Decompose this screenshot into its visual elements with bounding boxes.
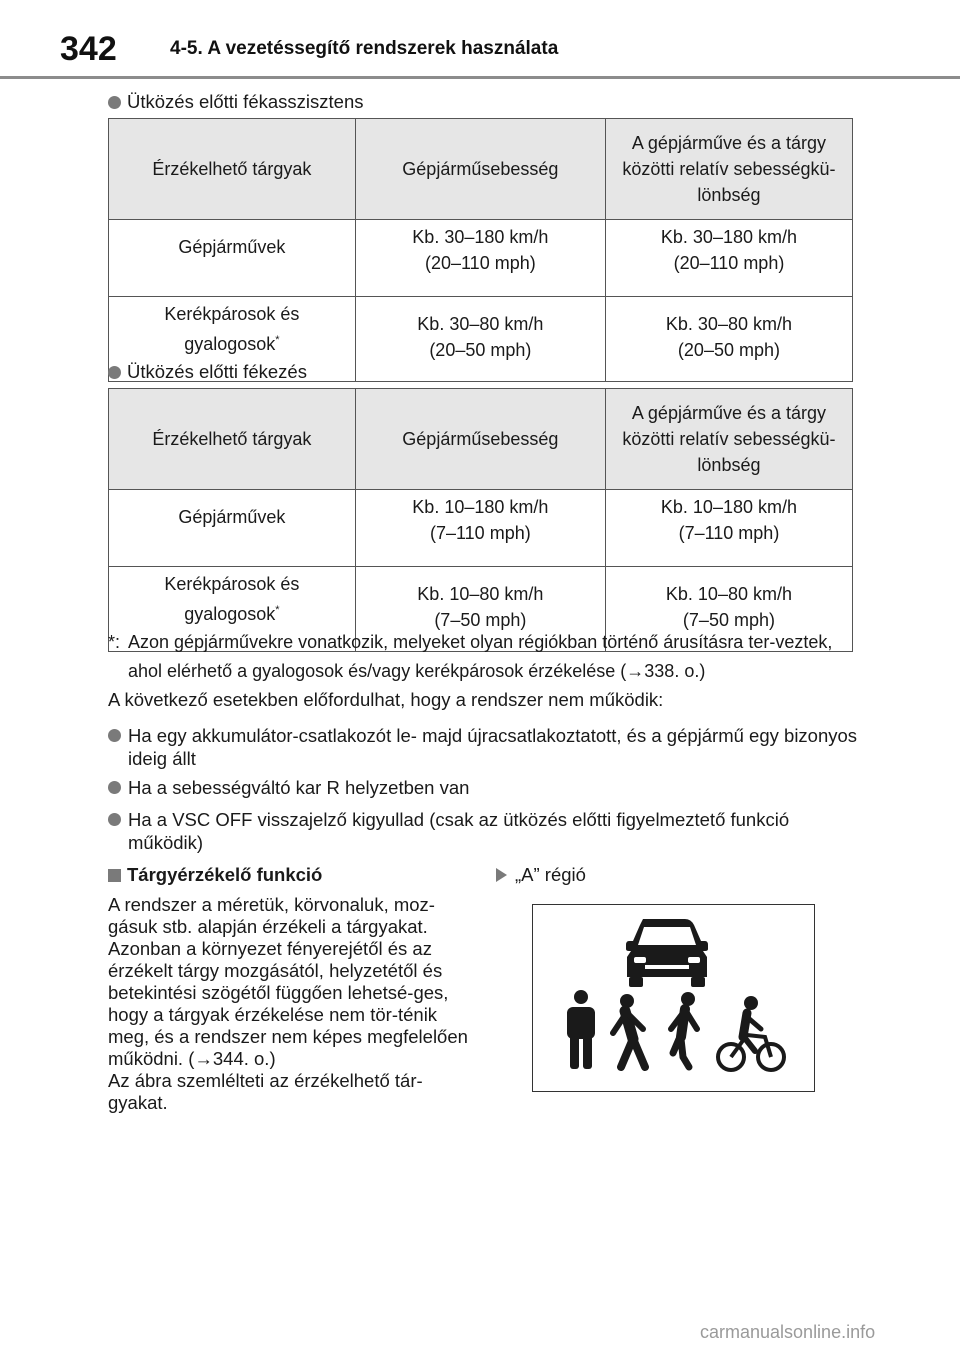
section-heading-text: Ütközés előtti fékezés: [127, 361, 307, 382]
cell-object: Gépjárművek: [109, 490, 356, 567]
page-header: [0, 0, 960, 78]
cell-relative-mph: (7–110 mph): [678, 523, 780, 543]
header-cell-objects: Érzékelhető tárgyak: [109, 119, 356, 220]
watermark: carmanualsonline.info: [700, 1322, 876, 1342]
subsection-body: [108, 894, 468, 1114]
header-cell-vehicle-speed: Gépjárműsebesség: [355, 389, 605, 490]
footnote-mark: *: [275, 604, 280, 616]
bullet-icon: [108, 813, 121, 826]
subsection-title-text: Tárgyérzékelő funkció: [127, 864, 323, 885]
section-heading-text: Ütközés előtti fékasszisztens: [127, 91, 364, 112]
cell-speed-kmh: Kb. 10–180 km/h: [412, 497, 549, 517]
list-item: [108, 724, 858, 770]
chapter-title: 4-5. A vezetéssegítő rendszerek használata: [170, 38, 559, 59]
conditions-intro: A következő esetekben előfordulhat, hogy a rendszer nem működik:: [108, 689, 664, 710]
header-cell-objects: Érzékelhető tárgyak: [109, 389, 356, 490]
cell-object-line1: Kerékpárosok és: [164, 304, 300, 324]
square-bullet-icon: [108, 869, 121, 882]
cell-object: Gépjárművek: [109, 220, 356, 297]
list-item-text: Ha egy akkumulátor-csatlakozót le- majd újracsatlakoztatott, és a gépjármű egy bizonyos ideig állt: [128, 725, 858, 769]
body-paragraph: A rendszer a méretük, körvonaluk, moz-gásuk stb. alapján érzékeli a tárgyakat. Azonban a környezet fényerejétől és az érzékelt tárgy mozgásától, helyzetétől és betekintési szögétől függően lehetsé-ges, hogy a tárgyak érzékelése nem tör-ténik meg, és a rendszer nem képes megfelelően működni. (→344. o.): [108, 894, 468, 1069]
cell-relative: [605, 220, 852, 297]
list-item-text: Ha a VSC OFF visszajelző kigyullad (csak az ütközés előtti figyelmeztető funkció működik): [128, 809, 790, 853]
cyclist-icon: [718, 996, 784, 1070]
table-header-row: [109, 389, 853, 490]
footnote-mark: *:: [108, 632, 121, 652]
cell-speed: [355, 490, 605, 567]
cell-object-line1: Kerékpárosok és: [164, 574, 300, 594]
cell-speed-kmh: Kb. 30–180 km/h: [412, 227, 549, 247]
cell-object-text: gyalogosok: [184, 604, 276, 624]
section-heading-brake-assist: [108, 91, 363, 113]
figure-caption-text: „A” régió: [515, 864, 586, 885]
cell-object-line2: [113, 327, 351, 357]
body-paragraph: Az ábra szemlélteti az érzékelhető tár-gyakat.: [108, 1070, 423, 1113]
bullet-icon: [108, 96, 121, 109]
cell-relative-kmh: Kb. 30–80 km/h: [665, 314, 792, 334]
cell-speed-mph: (20–110 mph): [424, 253, 536, 273]
cell-speed-mph: (7–50 mph): [434, 610, 527, 630]
car-icon: [626, 919, 708, 987]
triangle-bullet-icon: [496, 868, 507, 882]
header-cell-relative-speed: A gépjárműve és a tárgy közötti relatív sebességkü-lönbség: [605, 389, 852, 490]
cell-object-text: gyalogosok: [184, 334, 276, 354]
figure-illustration: [533, 905, 816, 1093]
cell-object-line2: [113, 597, 351, 627]
cell-relative: [605, 490, 852, 567]
cell-relative-mph: (20–50 mph): [677, 340, 780, 360]
cell-relative-kmh: Kb. 30–180 km/h: [660, 227, 797, 247]
detectable-objects-figure: [532, 904, 815, 1092]
bullet-icon: [108, 729, 121, 742]
cell-speed-kmh: Kb. 30–80 km/h: [417, 314, 544, 334]
cell-relative-kmh: Kb. 10–180 km/h: [660, 497, 797, 517]
list-item: [108, 776, 858, 799]
bullet-icon: [108, 366, 121, 379]
figure-caption: [496, 864, 586, 886]
brake-assist-table: [108, 118, 853, 382]
cell-relative-mph: (7–50 mph): [682, 610, 775, 630]
cell-relative-kmh: Kb. 10–80 km/h: [665, 584, 792, 604]
cell-speed: [355, 297, 605, 382]
footnote: [108, 628, 858, 686]
table-row: [109, 220, 853, 297]
cell-relative-mph: (20–110 mph): [673, 253, 785, 273]
cell-speed-mph: (20–50 mph): [429, 340, 532, 360]
cell-speed-kmh: Kb. 10–80 km/h: [417, 584, 544, 604]
pedestrian-running-icon: [671, 992, 697, 1067]
pedestrian-standing-icon: [567, 990, 595, 1069]
pedestrian-walking-icon: [613, 994, 645, 1067]
page-number: 342: [60, 30, 117, 68]
cell-speed-mph: (7–110 mph): [429, 523, 531, 543]
cell-relative: [605, 297, 852, 382]
list-item-text: Ha a sebességváltó kar R helyzetben van: [128, 777, 470, 798]
header-divider: [0, 76, 960, 79]
footnote-text: Azon gépjárművekre vonatkozik, melyeket olyan régiókban történő árusításra ter-veztek, ahol elérhető a gyalogosok és/vagy kerékpárosok érzékelése (→338. o.): [128, 632, 833, 681]
braking-table: [108, 388, 853, 652]
footnote-mark: *: [275, 334, 280, 346]
table-row: [109, 490, 853, 567]
list-item: [108, 808, 858, 854]
subsection-title: [108, 864, 322, 886]
header-cell-relative-speed: A gépjárműve és a tárgy közötti relatív sebességkü-lönbség: [605, 119, 852, 220]
cell-speed: [355, 220, 605, 297]
table-header-row: [109, 119, 853, 220]
header-cell-vehicle-speed: Gépjárműsebesség: [355, 119, 605, 220]
bullet-icon: [108, 781, 121, 794]
section-heading-braking: [108, 361, 307, 383]
